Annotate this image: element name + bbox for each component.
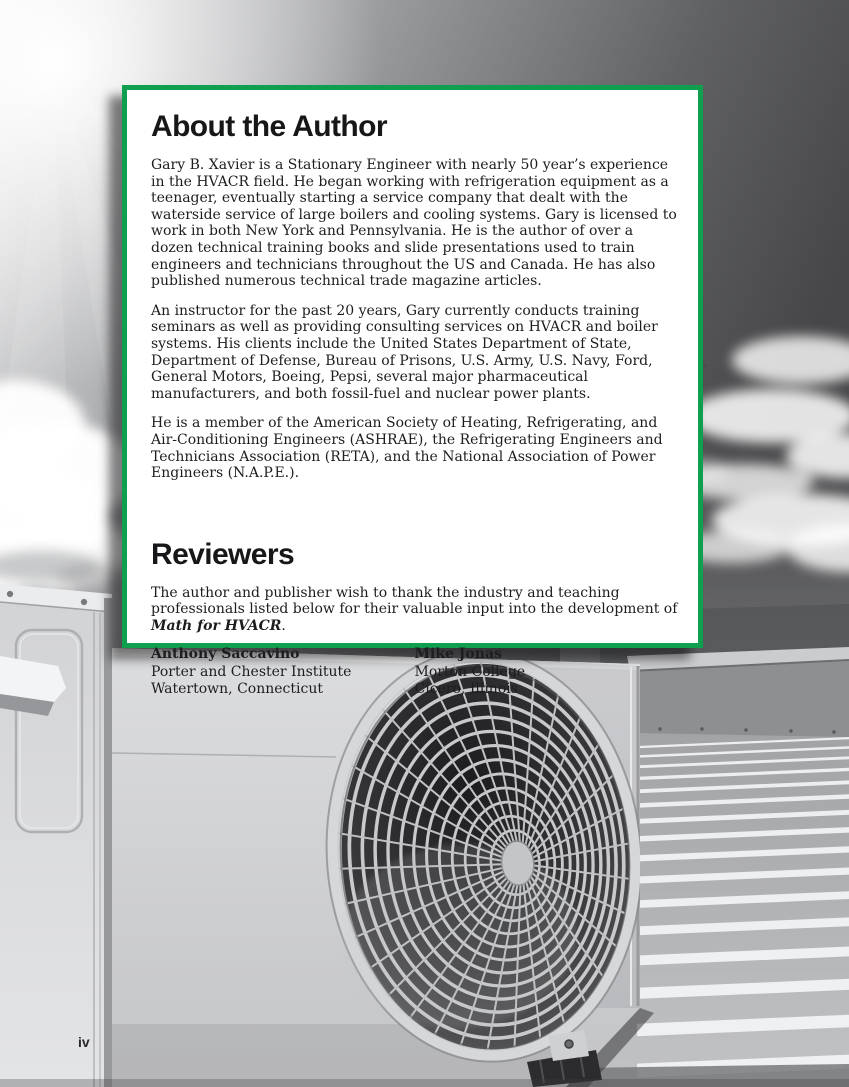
page-number: iv [78,1034,90,1050]
about-paragraph-3: He is a member of the American Society of Heating, Refrigerating, and Air-Conditioning Engineers (ASHRAE), the Refrigerating Engineers and Technicians Association (RETA), and the National Association of Power Engineers (N.A.P.E.). [151,415,663,482]
unit-gap-shadow [104,598,113,1087]
left-hvac-unit [0,584,113,1087]
reviewers-intro-period: . [281,617,286,634]
book-title: Math for HVACR [151,617,282,634]
reviewers-intro [151,585,678,635]
about-paragraph-1: Gary B. Xavier is a Stationary Engineer with nearly 50 year’s experience in the HVACR field. He began working with refrigeration equipment as a teenager, eventually starting a service company that dealt with the waterside service of large boilers and cooling systems. Gary is licensed to work in both New York and Pennsylvania. He is the author of over a dozen technical training books and slide presentations used to train engineers and technicians throughout the US and Canada. He has also published numerous technical trade magazine articles. [151,157,677,290]
screw [80,598,87,605]
reviewer-entry [151,646,415,698]
reviewer-columns [151,646,678,698]
about-heading: About the Author [151,110,387,143]
content-card [122,85,703,698]
bracket-screw [565,1040,573,1048]
reviewer-location: Cicero, Illinois [414,681,518,698]
scan-artifact-dot [703,364,707,367]
reviewer-entry [415,646,679,698]
reviewers-intro-text: The author and publisher wish to thank the industry and teaching professionals listed below for their valuable input into the development of [151,584,678,618]
about-paragraph-2: An instructor for the past 20 years, Gary currently conducts training seminars as well as providing consulting services on HVACR and boiler systems. His clients include the United States Department of State, Department of Defense, Bureau of Prisons, U.S. Army, U.S. Navy, Ford, General Motors, Boeing, Pepsi, several major pharmaceutical manufacturers, and both fossil-fuel and nuclear power plants. [151,302,658,402]
reviewer-institution: Porter and Chester Institute [151,663,352,680]
reviewer-institution: Morton College [414,663,526,680]
reviewers-heading: Reviewers [151,537,295,571]
reviewer-location: Watertown, Connecticut [151,681,323,698]
reviewer-name: Anthony Saccavino [151,646,300,663]
reviewer-name: Mike Jonas [414,646,502,663]
screw [6,590,13,597]
photo-bottom-vignette [0,1079,849,1087]
